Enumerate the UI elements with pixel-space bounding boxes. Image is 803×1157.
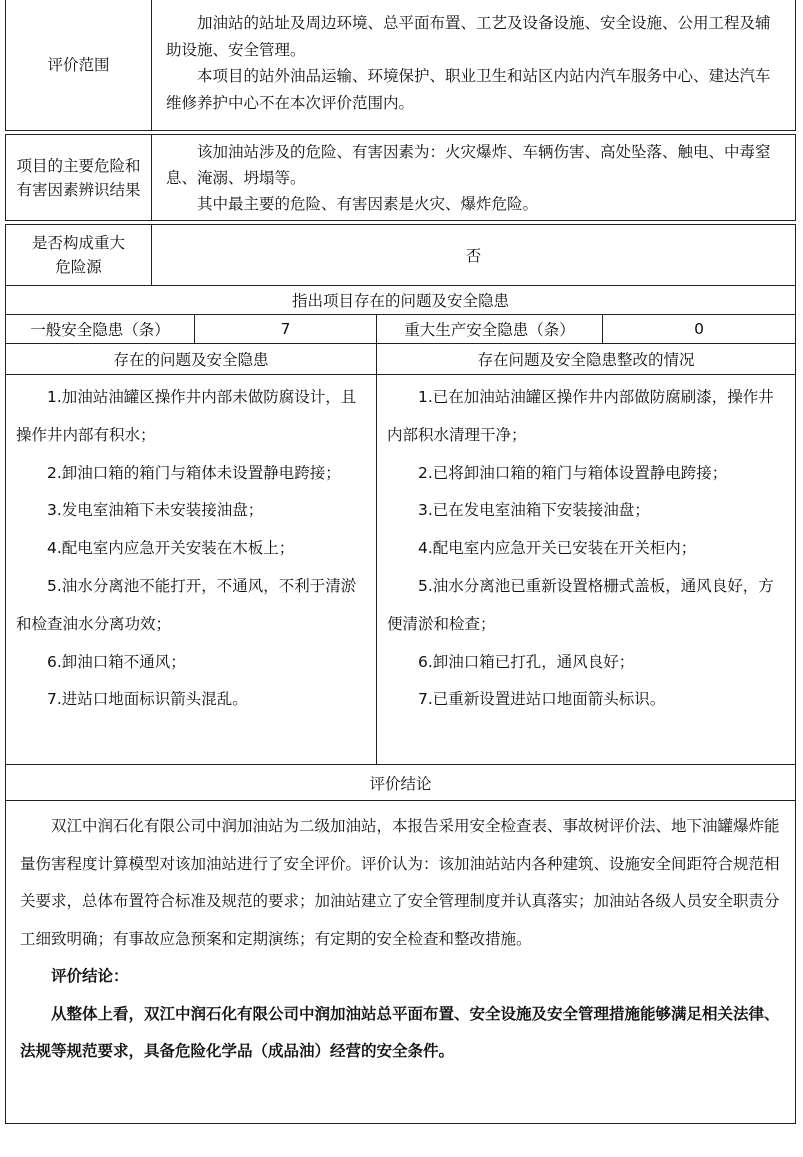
problems-list xyxy=(6,375,376,764)
scope-label: 评价范围 xyxy=(47,56,110,74)
hazards-row xyxy=(5,134,796,221)
problem-item: 7.进站口地面标识箭头混乱。 xyxy=(47,690,248,709)
issues-columns-row xyxy=(5,344,796,375)
scope-label-cell xyxy=(6,0,151,130)
fix-item: 5.油水分离池已重新设置格栅式盖板，通风良好，方便清淤和检查； xyxy=(387,576,774,633)
major-hazard-value-cell xyxy=(151,225,795,285)
hazards-content-cell xyxy=(151,135,795,220)
major-count-value: 0 xyxy=(602,315,795,343)
issues-header-row xyxy=(5,286,796,315)
major-count-label: 重大生产安全隐患（条） xyxy=(376,315,602,343)
major-hazard-value: 否 xyxy=(465,247,482,265)
counts-row xyxy=(5,315,796,344)
problem-item: 4.配电室内应急开关安装在木板上； xyxy=(47,539,295,558)
hazards-paragraph: 其中最主要的危险、有害因素是火灾、爆炸危险。 xyxy=(197,195,539,213)
general-count-value: 7 xyxy=(194,315,376,343)
hazards-paragraph: 该加油站涉及的危险、有害因素为：火灾爆炸、车辆伤害、高处坠落、触电、中毒窒息、淹溺、坍塌等。 xyxy=(166,143,771,187)
problem-item: 2.卸油口箱的箱门与箱体未设置静电跨接； xyxy=(47,463,341,482)
problems-header: 存在的问题及安全隐患 xyxy=(113,351,269,369)
problem-item: 5.油水分离池不能打开，不通风，不利于清淤和检查油水分离功效； xyxy=(16,576,357,633)
conclusion-bold-label: 评价结论： xyxy=(51,967,129,985)
hazards-label-cell xyxy=(6,135,151,220)
fixes-header: 存在问题及安全隐患整改的情况 xyxy=(376,344,795,374)
conclusion-row xyxy=(5,801,796,1124)
problem-item: 3.发电室油箱下未安装接油盘； xyxy=(47,501,264,520)
issues-header: 指出项目存在的问题及安全隐患 xyxy=(291,292,509,310)
fix-item: 4.配电室内应急开关已安装在开关柜内； xyxy=(418,539,697,558)
issues-lists-row xyxy=(5,375,796,765)
fixes-list xyxy=(376,375,795,764)
conclusion-paragraph: 双江中润石化有限公司中润加油站为二级加油站，本报告采用安全检查表、事故树评价法、地下油罐爆炸能量伤害程度计算模型对该加油站进行了安全评价。评价认为：该加油站站内各种建筑、设施安全间距符合规范相关要求，总体布置符合标准及规范的要求；加油站建立了安全管理制度并认真落实；加油站各级人员安全职责分工细致明确；有事故应急预案和定期演练；有定期的安全检查和整改措施。 xyxy=(20,817,780,948)
fix-item: 3.已在发电室油箱下安装接油盘； xyxy=(418,501,650,520)
evaluation-table xyxy=(5,0,796,1124)
scope-paragraph: 本项目的站外油品运输、环境保护、职业卫生和站区内站内汽车服务中心、建达汽车维修养护中心不在本次评价范围内。 xyxy=(166,67,771,112)
conclusion-header-row xyxy=(5,765,796,801)
fix-item: 6.卸油口箱已打孔，通风良好； xyxy=(418,652,635,671)
major-hazard-label-cell xyxy=(6,225,151,285)
conclusion-bold-text: 从整体上看，双江中润石化有限公司中润加油站总平面布置、安全设施及安全管理措施能够满足相关法律、法规等规范要求，具备危险化学品（成品油）经营的安全条件。 xyxy=(20,1004,780,1060)
general-count-label: 一般安全隐患（条） xyxy=(30,321,170,339)
major-hazard-row xyxy=(5,224,796,286)
major-hazard-label: 是否构成重大危险源 xyxy=(31,234,125,276)
hazards-label: 项目的主要危险和有害因素辨识结果 xyxy=(16,156,141,199)
scope-row xyxy=(5,0,796,131)
conclusion-body xyxy=(6,801,795,1071)
fix-item: 1.已在加油站油罐区操作井内部做防腐刷漆，操作井内部积水清理干净； xyxy=(387,388,774,444)
fix-item: 7.已重新设置进站口地面箭头标识。 xyxy=(418,690,666,709)
fix-item: 2.已将卸油口箱的箱门与箱体设置静电跨接； xyxy=(418,463,728,482)
scope-paragraph: 加油站的站址及周边环境、总平面布置、工艺及设备设施、安全设施、公用工程及辅助设施、安全管理。 xyxy=(166,14,771,59)
scope-content-cell xyxy=(151,0,795,130)
conclusion-header: 评价结论 xyxy=(369,774,432,793)
problem-item: 1.加油站油罐区操作井内部未做防腐设计，且操作井内部有积水； xyxy=(16,388,357,444)
problem-item: 6.卸油口箱不通风； xyxy=(47,652,186,671)
